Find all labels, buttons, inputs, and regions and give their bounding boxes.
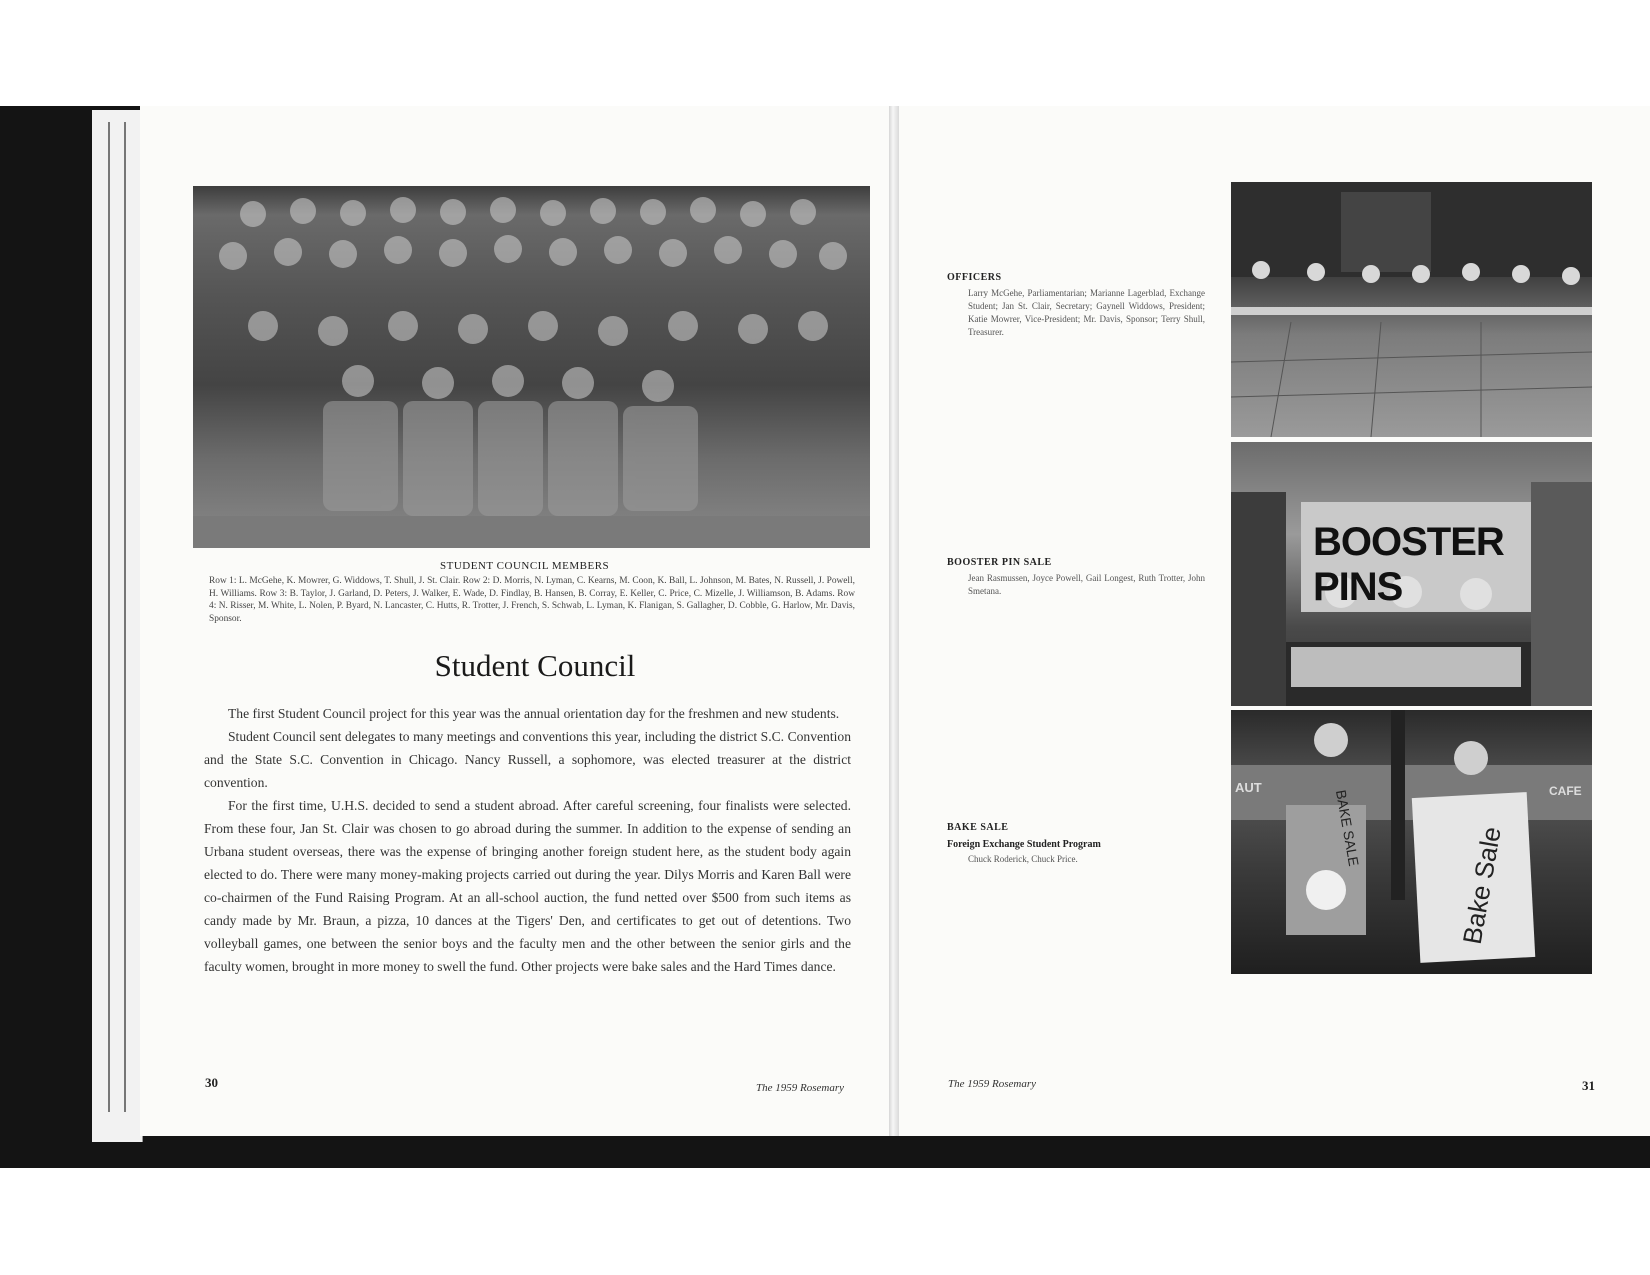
running-footer-left: The 1959 Rosemary — [756, 1082, 844, 1094]
bake-sale-photo — [1231, 710, 1592, 974]
officers-title: OFFICERS — [947, 272, 1002, 283]
page-number-left: 30 — [205, 1075, 218, 1090]
bake-sale-title: BAKE SALE — [947, 822, 1009, 833]
student-council-group-photo — [193, 186, 870, 548]
stacked-page-edges — [92, 110, 143, 1142]
bake-sale-subtitle: Foreign Exchange Student Program — [947, 839, 1101, 850]
running-footer-right: The 1959 Rosemary — [948, 1078, 1036, 1090]
bake-sale-names: Chuck Roderick, Chuck Price. — [968, 854, 1078, 864]
booster-pins-sign: BOOSTER PINS — [1313, 520, 1504, 609]
book-spine — [889, 106, 899, 1136]
officers-photo — [1231, 182, 1592, 437]
bake-sale-sign-right: Bake Sale — [1456, 824, 1507, 947]
booster-pin-sale-title: BOOSTER PIN SALE — [947, 557, 1052, 568]
officers-names: Larry McGehe, Parliamentarian; Marianne Lagerblad, Exchange Student; Jan St. Clair, Secretary; Gaynell Widdows, President; Katie Mowrer, Vice-President; Mr. Davis, Sponsor; Terry Shull, Treasurer. — [968, 288, 1205, 337]
article-paragraph: Student Council sent delegates to many meetings and conventions this year, including the district S.C. Convention and the State S.C. Convention in Chicago. Nancy Russell, a sophomore, was elected treasurer at the district convention. — [204, 729, 851, 790]
street-sign: AUT — [1235, 780, 1262, 795]
article-body — [204, 702, 851, 978]
cafe-sign: CAFE — [1549, 784, 1582, 798]
page-number-right: 31 — [1582, 1078, 1595, 1093]
booster-pin-sale-photo — [1231, 442, 1592, 706]
page-title: Student Council — [434, 648, 636, 683]
photo-caption-title: STUDENT COUNCIL MEMBERS — [440, 560, 610, 572]
photo-caption-names: Row 1: L. McGehe, K. Mowrer, G. Widdows, T. Shull, J. St. Clair. Row 2: D. Morris, N. Lyman, C. Kearns, M. Coon, K. Ball, L. Johnson, M. Bates, N. Russell, J. Powell, H. Williams. Row 3: B. Taylor, J. Garland, D. Peters, J. Walker, E. Wade, D. Findlay, B. Hansen, B. Corray, E. Keller, C. Price, C. Mizelle, J. Williamson, B. Adams. Row 4: N. Risser, M. White, L. Nolen, P. Byard, N. Lancaster, C. Hutts, R. Trotter, J. French, S. Schwab, L. Lyman, K. Flanigan, S. Gallagher, D. Cobble, G. Harlow, Mr. Davis, Sponsor. — [209, 576, 855, 624]
booster-pin-sale-names: Jean Rasmussen, Joyce Powell, Gail Longest, Ruth Trotter, John Smetana. — [968, 573, 1205, 596]
article-paragraph: The first Student Council project for this year was the annual orientation day for the freshmen and new students. — [228, 706, 840, 721]
article-paragraph: For the first time, U.H.S. decided to send a student abroad. After careful screening, four finalists were selected. From these four, Jan St. Clair was chosen to go abroad during the summer. In addition to the expense of sending an Urbana student overseas, there was the expense of bringing another foreign student here, as the student body again elected to do. There were many money-making projects carried out during the year. Dilys Morris and Karen Ball were co-chairmen of the Fund Raising Program. At an all-school auction, the fund netted over $500 from such items as candy made by Mr. Braun, a pizza, 10 dances at the Tigers' Den, and certificates to get out of detentions. Two volleyball games, one between the senior boys and the faculty men and the other between the senior girls and the faculty women, brought in more money to swell the fund. Other projects were bake sales and the Hard Times dance. — [204, 798, 851, 974]
bake-sale-sign-left: BAKE SALE — [1332, 788, 1363, 868]
